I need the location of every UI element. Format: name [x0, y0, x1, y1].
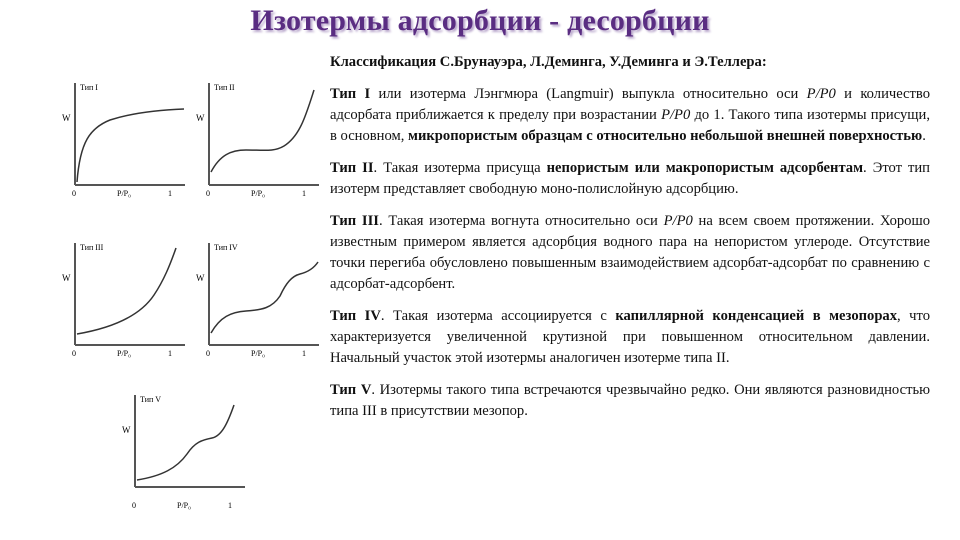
- x-end-label: 1: [302, 189, 306, 198]
- axis-term: P/P0: [661, 107, 691, 123]
- x-end-label: 1: [168, 189, 172, 198]
- isotherm-plot-type5: [122, 392, 247, 517]
- plot-svg: [122, 392, 247, 517]
- text-span: и количество адсорбата приближается к пределу при возрастании: [330, 86, 931, 123]
- text-span: , что характеризуется увеличенной крутизной при повышенном относительном давлении. Начальный участок этой изотермы аналогичен изотерме типа II.: [330, 308, 930, 366]
- type-label: Тип IV: [330, 308, 381, 324]
- text-span: . Изотермы такого типа встречаются чрезвычайно редко. Они являются разновидностью типа III в присутствии мезопор.: [330, 382, 930, 419]
- plot-svg: [62, 240, 187, 365]
- plot-label: Тип I: [80, 83, 98, 92]
- plot-label: Тип II: [214, 83, 235, 92]
- isotherm-plot-type4: [196, 240, 321, 365]
- plot-svg: [196, 80, 321, 205]
- emphasis: капиллярной конденсацией в мезопорах: [615, 308, 898, 324]
- page-title: Изотермы адсорбции - десорбции: [250, 4, 710, 37]
- isotherm-curve: [211, 262, 318, 333]
- x-axis-label: P/P₀: [251, 189, 265, 198]
- type-label: Тип I: [330, 86, 371, 102]
- text-span: . Этот тип изотерм представляет свободную моно-полислойную адсорбцию.: [330, 160, 930, 197]
- isotherm-plot-type1: [62, 80, 187, 205]
- x-axis-label: P/P₀: [117, 189, 131, 198]
- text-span: или изотерма Лэнгмюра (Langmuir) выпукла относительно оси: [370, 86, 807, 102]
- text-span: . Такая изотерма ассоциируется с: [380, 308, 616, 324]
- plot-label: Тип V: [140, 395, 162, 404]
- x-origin-label: 0: [206, 349, 210, 358]
- plot-label: Тип IV: [214, 243, 238, 252]
- plot-svg: [62, 80, 187, 205]
- paragraph-type2: [330, 158, 930, 200]
- isotherm-curve: [77, 109, 184, 182]
- x-axis-label: P/P₀: [177, 501, 191, 510]
- isotherm-curve: [211, 90, 314, 172]
- y-axis-label: W: [122, 425, 131, 435]
- emphasis: микропористым образцам с относительно небольшой внешней поверхностью: [408, 128, 923, 144]
- text-span: до 1. Такого типа изотермы присущи, в основном,: [330, 107, 930, 144]
- x-axis-label: P/P₀: [117, 349, 131, 358]
- x-end-label: 1: [302, 349, 306, 358]
- y-axis-label: W: [62, 273, 71, 283]
- x-axis-label: P/P₀: [251, 349, 265, 358]
- text-span: . Такая изотерма присуща: [373, 160, 547, 176]
- classification-heading: Классификация С.Брунауэра, Л.Деминга, У.Деминга и Э.Теллера:: [330, 54, 767, 70]
- x-origin-label: 0: [72, 189, 76, 198]
- isotherm-plot-type3: [62, 240, 187, 365]
- text-span: .: [922, 128, 926, 144]
- y-axis-label: W: [196, 113, 205, 123]
- plot-svg: [196, 240, 321, 365]
- type-label: Тип V: [330, 382, 372, 398]
- description-text: [330, 52, 930, 433]
- paragraph-type1: [330, 84, 930, 147]
- axis-term: P/P0: [663, 213, 693, 229]
- isotherm-curve: [77, 248, 176, 334]
- x-end-label: 1: [228, 501, 232, 510]
- isotherm-plot-type2: [196, 80, 321, 205]
- axis-term: P/P0: [806, 86, 836, 102]
- y-axis-label: W: [62, 113, 71, 123]
- text-span: на всем своем протяжении. Хорошо известным примером является адсорбция водного пара на непористом углероде. Отсутствие точки перегиба обусловлено повышенным взаимодействием адсорбат-адсорбат по сравнению с адсорбат-адсорбент.: [330, 213, 930, 292]
- type-label: Тип II: [330, 160, 374, 176]
- isotherm-curve: [137, 405, 234, 480]
- x-origin-label: 0: [206, 189, 210, 198]
- x-end-label: 1: [168, 349, 172, 358]
- type-label: Тип III: [330, 213, 379, 229]
- text-span: . Такая изотерма вогнута относительно оси: [378, 213, 664, 229]
- emphasis: непористым или макропористым адсорбентам: [546, 160, 864, 176]
- y-axis-label: W: [196, 273, 205, 283]
- plot-label: Тип III: [80, 243, 104, 252]
- paragraph-type3: [330, 211, 930, 295]
- x-origin-label: 0: [72, 349, 76, 358]
- x-origin-label: 0: [132, 501, 136, 510]
- paragraph-type4: [330, 306, 930, 369]
- paragraph-type5: [330, 380, 930, 422]
